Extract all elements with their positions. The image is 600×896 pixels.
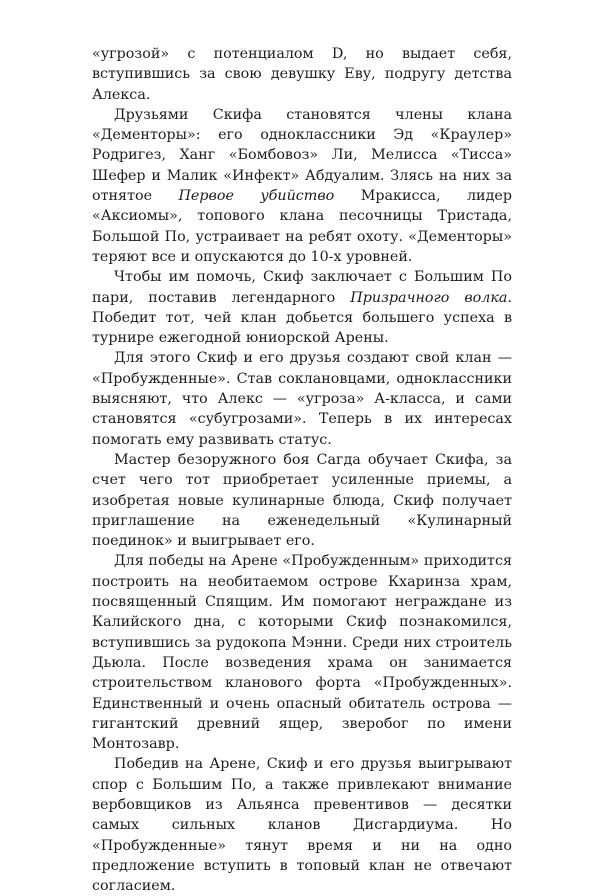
- text-run: . Победит тот, чей клан добьется большего успеха в турнире ежегодной юниорской Арены.: [92, 289, 512, 347]
- text-run: Победив на Арене, Скиф и его друзья выигрывают спор с Большим По, а также привлекают внимание вербовщиков из Альянса превентивов — десятки самых сильных кланов Дисгардиума. Но «Пробужденные» тянут время и ни на одно предложение вступить в топовый клан не отвечают согласием.: [92, 756, 512, 895]
- paragraph: [92, 348, 512, 449]
- italic-text: Призрачного волка: [350, 289, 508, 306]
- page-text: [92, 44, 512, 896]
- italic-text: Первое убийство: [178, 188, 335, 205]
- paragraph: [92, 450, 512, 551]
- text-run: Чтобы им помочь, Скиф заключает с Большим По пари, поставив легендарного: [92, 269, 512, 306]
- text-run: Для этого Скиф и его друзья создают свой клан — «Пробужденные». Став соклановцами, одноклассники выясняют, что Алекс — «угроза» А-класса, и сами становятся «субугрозами». Теперь в их интересах помогать ему развивать статус.: [92, 350, 512, 448]
- paragraph: [92, 267, 512, 348]
- text-run: «угрозой» с потенциалом D, но выдает себя, вступившись за свою девушку Еву, подругу детства Алекса.: [92, 46, 512, 103]
- paragraph: [92, 754, 512, 896]
- text-run: Мастер безоружного боя Сагда обучает Скифа, за счет чего тот приобретает усиленные приемы, а изобретая новые кулинарные блюда, Скиф получает приглашение на еженедельный «Кулинарный поединок» и выигрывает его.: [92, 451, 512, 550]
- text-run: Друзьями Скифа становятся члены клана «Дементоры»: его одноклассники Эд «Краулер» Родригез, Ханг «Бомбовоз» Ли, Мелисса «Тисса» Шефер и Малик «Инфект» Абдуалим. Злясь на них за отнятое: [92, 106, 512, 205]
- paragraph: [92, 551, 512, 754]
- paragraph: [92, 44, 512, 105]
- text-run: Для победы на Арене «Пробужденным» приходится построить на необитаемом острове Кхаринза храм, посвященный Спящим. Им помогают неграждане из Калийского дна, с которыми Скиф познакомился, вступившись за рудокопа Мэнни. Среди них строитель Дьюла. После возведения храма он занимается строительством кланового форта «Пробужденных». Единственный и очень опасный обитатель острова — гигантский древний ящер, зверобог по имени Монтозавр.: [92, 553, 512, 753]
- text-run: Мракисса, лидер «Аксиомы», топового клана песочницы Тристада, Большой По, устраивает на ребят охоту. «Дементоры» теряют все и опускаются до 10-х уровней.: [92, 188, 512, 265]
- paragraph: [92, 105, 512, 267]
